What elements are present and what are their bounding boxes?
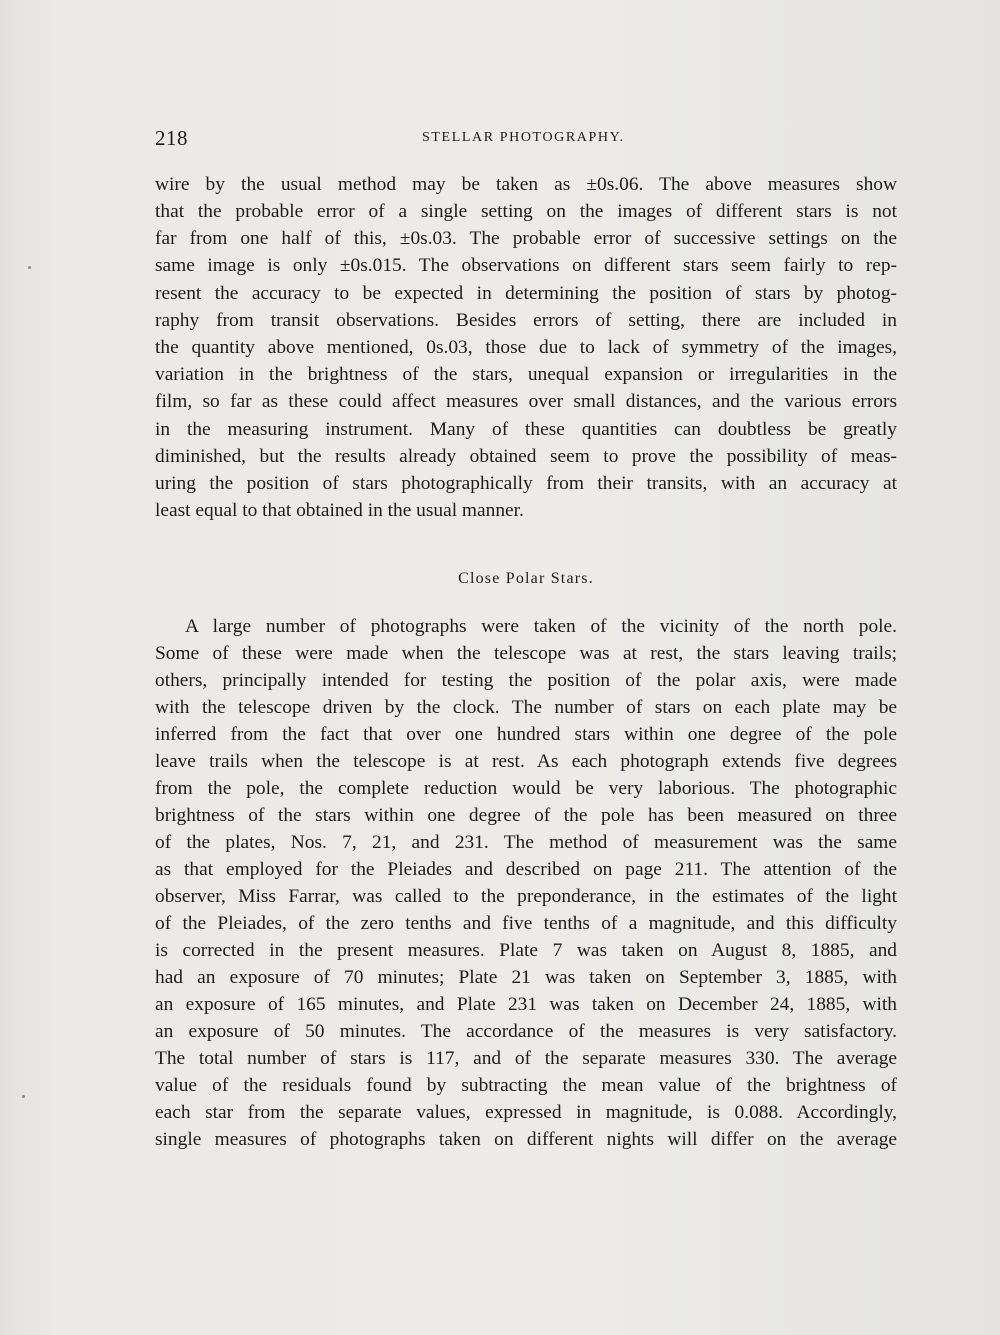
paragraph-2-line: is corrected in the present measures. Plate 7 was taken on August 8, 1885, and: [155, 940, 897, 961]
paragraph-2-line: value of the residuals found by subtracting the mean value of the brightness of: [155, 1075, 897, 1096]
paragraph-2-line: of the plates, Nos. 7, 21, and 231. The method of measurement was the same: [155, 832, 897, 853]
paragraph-2-line: each star from the separate values, expressed in magnitude, is 0.088. Accordingly,: [155, 1102, 897, 1123]
running-title: STELLAR PHOTOGRAPHY.: [422, 130, 625, 145]
paragraph-2-line: single measures of photographs taken on different nights will differ on the average: [155, 1129, 897, 1150]
paragraph-1-line: diminished, but the results already obtained seem to prove the possibility of meas-: [155, 446, 897, 467]
paragraph-2-line: Some of these were made when the telescope was at rest, the stars leaving trails;: [155, 643, 897, 664]
paragraph-1-line: resent the accuracy to be expected in determining the position of stars by photog-: [155, 283, 897, 304]
paragraph-1-line: far from one half of this, ±0s.03. The probable error of successive settings on the: [155, 228, 897, 249]
paragraph-2-line: as that employed for the Pleiades and described on page 211. The attention of the: [155, 859, 897, 880]
paragraph-2-line: of the Pleiades, of the zero tenths and five tenths of a magnitude, and this difficulty: [155, 913, 897, 934]
paragraph-2-line: leave trails when the telescope is at rest. As each photograph extends five degrees: [155, 751, 897, 772]
paragraph-2-line: observer, Miss Farrar, was called to the preponderance, in the estimates of the light: [155, 886, 897, 907]
paragraph-1-line: film, so far as these could affect measures over small distances, and the various errors: [155, 391, 897, 412]
section-heading: Close Polar Stars.: [458, 570, 594, 587]
paragraph-1-line: same image is only ±0s.015. The observations on different stars seem fairly to rep-: [155, 255, 897, 276]
paragraph-2-line: an exposure of 50 minutes. The accordance of the measures is very satisfactory.: [155, 1021, 897, 1042]
paragraph-1-line: raphy from transit observations. Besides errors of setting, there are included in: [155, 310, 897, 331]
paragraph-1-line: least equal to that obtained in the usual manner.: [155, 500, 524, 521]
paper-speck: [22, 1095, 25, 1098]
page-number: 218: [155, 126, 188, 150]
paragraph-2-line: with the telescope driven by the clock. The number of stars on each plate may be: [155, 697, 897, 718]
paragraph-2-line: had an exposure of 70 minutes; Plate 21 was taken on September 3, 1885, with: [155, 967, 897, 988]
paragraph-1-line: uring the position of stars photographically from their transits, with an accuracy at: [155, 473, 897, 494]
paragraph-2-line: brightness of the stars within one degree of the pole has been measured on three: [155, 805, 897, 826]
running-head: [155, 126, 905, 156]
paragraph-2-line: an exposure of 165 minutes, and Plate 231 was taken on December 24, 1885, with: [155, 994, 897, 1015]
paragraph-2-line: The total number of stars is 117, and of the separate measures 330. The average: [155, 1048, 897, 1069]
paragraph-2-line: others, principally intended for testing the position of the polar axis, were made: [155, 670, 897, 691]
paragraph-1-line: the quantity above mentioned, 0s.03, those due to lack of symmetry of the images,: [155, 337, 897, 358]
paragraph-1-line: in the measuring instrument. Many of these quantities can doubtless be greatly: [155, 419, 897, 440]
paragraph-2-line: from the pole, the complete reduction would be very laborious. The photographic: [155, 778, 897, 799]
paragraph-1-line: variation in the brightness of the stars, unequal expansion or irregularities in the: [155, 364, 897, 385]
paragraph-2-line: inferred from the fact that over one hundred stars within one degree of the pole: [155, 724, 897, 745]
paragraph-1-line: wire by the usual method may be taken as ±0s.06. The above measures show: [155, 174, 897, 195]
paper-speck: [28, 266, 31, 269]
paragraph-2-line: A large number of photographs were taken of the vicinity of the north pole.: [185, 616, 897, 637]
paragraph-1-line: that the probable error of a single setting on the images of different stars is not: [155, 201, 897, 222]
